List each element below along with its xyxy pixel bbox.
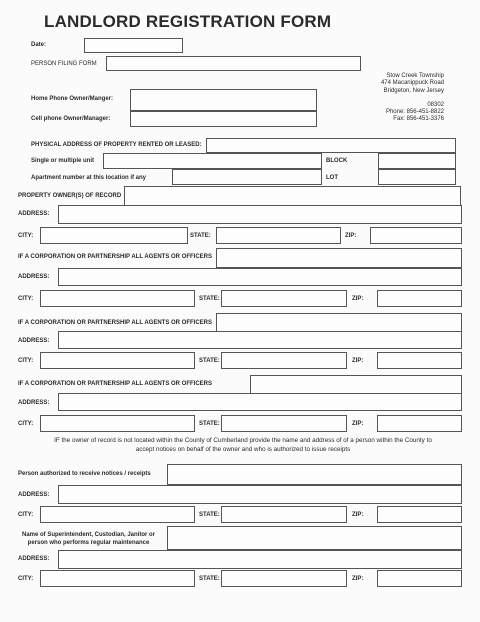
superintendent-city-field[interactable] [40, 570, 195, 587]
superintendent-field[interactable] [167, 526, 462, 550]
corporation-zip-field-2[interactable] [377, 352, 462, 369]
authorized-state-field[interactable] [221, 506, 347, 523]
corporation-address-field-2[interactable] [58, 331, 462, 349]
corporation-field-3[interactable] [250, 375, 462, 395]
corporation-zip-label-3: ZIP: [352, 421, 364, 427]
corporation-city-field-3[interactable] [40, 415, 195, 432]
form-title: LANDLORD REGISTRATION FORM [44, 12, 332, 31]
corporation-address-label-1: ADDRESS: [18, 274, 50, 280]
corporation-zip-field-1[interactable] [377, 290, 462, 307]
owners-label: PROPERTY OWNER(S) OF RECORD [18, 193, 122, 199]
owner-zip-field[interactable] [370, 227, 462, 244]
township-address [381, 73, 444, 124]
owner-city-field[interactable] [40, 227, 188, 244]
superintendent-label [22, 531, 155, 547]
block-field[interactable] [378, 153, 456, 169]
authorized-city-label: CITY: [18, 512, 34, 518]
authorized-zip-label: ZIP: [352, 512, 364, 518]
authorized-person-label: Person authorized to receive notices / receipts [18, 471, 151, 477]
corporation-state-field-2[interactable] [221, 352, 347, 369]
superintendent-label-line-1: Name of Superintendent, Custodian, Janitor or [22, 532, 156, 538]
apartment-field[interactable] [172, 169, 322, 185]
corporation-zip-label-1: ZIP: [352, 296, 364, 302]
superintendent-address-label: ADDRESS: [18, 556, 50, 562]
corporation-city-label-3: CITY: [18, 421, 34, 427]
corporation-zip-label-2: ZIP: [352, 358, 364, 364]
authorized-person-field[interactable] [167, 464, 462, 485]
superintendent-zip-label: ZIP: [352, 576, 364, 582]
owner-state-label: STATE: [190, 233, 211, 239]
superintendent-state-field[interactable] [221, 570, 347, 587]
county-notice-line-2: accept notices on behalf of the owner and who is authorized to issue receipts [135, 446, 351, 453]
home-phone-label: Home Phone Owner/Manger: [31, 96, 114, 102]
owner-state-field[interactable] [216, 227, 341, 244]
owner-city-label: CITY: [18, 233, 34, 239]
authorized-city-field[interactable] [40, 506, 195, 523]
corporation-label-1: IF A CORPORATION OR PARTNERSHIP ALL AGENTS OR OFFICERS [18, 254, 213, 260]
corporation-state-label-2: STATE: [199, 358, 220, 364]
owners-field[interactable] [124, 186, 461, 207]
corporation-state-field-1[interactable] [221, 290, 347, 307]
lot-label: LOT [326, 175, 338, 181]
physical-address-field[interactable] [206, 138, 456, 153]
corporation-label-2: IF A CORPORATION OR PARTNERSHIP ALL AGENTS OR OFFICERS [18, 320, 213, 326]
county-notice-line-1: IF the owner of record is not located within the County of Cumberland provide the name and address of of a person within the County to [54, 437, 432, 444]
owner-zip-label: ZIP: [345, 233, 357, 239]
corporation-field-1[interactable] [216, 248, 462, 268]
corporation-address-field-3[interactable] [58, 393, 462, 411]
owner-address-field[interactable] [58, 205, 462, 224]
corporation-address-field-1[interactable] [58, 268, 462, 286]
cell-phone-field[interactable] [130, 111, 317, 127]
authorized-address-field[interactable] [58, 485, 462, 504]
county-notice [14, 436, 472, 454]
superintendent-label-line-2: person who performs regular maintenance [27, 540, 150, 546]
corporation-state-label-3: STATE: [199, 421, 220, 427]
single-multiple-label: Single or multiple unit [31, 158, 94, 164]
corporation-city-field-1[interactable] [40, 290, 195, 307]
corporation-address-label-2: ADDRESS: [18, 338, 50, 344]
township-city: Bridgeton, New Jersey [383, 87, 444, 94]
superintendent-zip-field[interactable] [377, 570, 462, 587]
date-label: Date: [31, 42, 47, 48]
apartment-label: Apartment number at this location if any [31, 175, 147, 181]
superintendent-address-field[interactable] [58, 550, 462, 569]
date-field[interactable] [84, 38, 183, 53]
single-multiple-field[interactable] [103, 153, 322, 169]
township-name: Stow Creek Township [386, 73, 444, 79]
township-street: 474 Macanippuck Road [380, 80, 444, 87]
corporation-city-label-1: CITY: [18, 296, 34, 302]
township-phone: Phone: 856-451-8822 [385, 109, 444, 116]
person-filing-field[interactable] [106, 56, 361, 71]
home-phone-field[interactable] [130, 89, 317, 111]
township-zip: 08302 [427, 101, 444, 108]
authorized-zip-field[interactable] [377, 506, 462, 523]
corporation-address-label-3: ADDRESS: [18, 400, 50, 406]
superintendent-state-label: STATE: [199, 576, 220, 582]
corporation-city-field-2[interactable] [40, 352, 195, 369]
corporation-label-3: IF A CORPORATION OR PARTNERSHIP ALL AGENTS OR OFFICERS [18, 381, 213, 387]
physical-address-label: PHYSICAL ADDRESS OF PROPERTY RENTED OR LEASED: [31, 142, 202, 148]
authorized-address-label: ADDRESS: [18, 492, 50, 498]
corporation-state-label-1: STATE: [199, 296, 220, 302]
township-fax: Fax: 856-451-3376 [393, 116, 444, 123]
corporation-state-field-3[interactable] [221, 415, 347, 432]
corporation-city-label-2: CITY: [18, 358, 34, 364]
block-label: BLOCK [326, 158, 348, 164]
corporation-field-2[interactable] [216, 313, 462, 333]
superintendent-city-label: CITY: [18, 576, 34, 582]
lot-field[interactable] [378, 169, 456, 185]
person-filing-label: PERSON FILING FORM [31, 61, 97, 67]
owner-address-label: ADDRESS: [18, 211, 50, 217]
corporation-zip-field-3[interactable] [377, 415, 462, 432]
authorized-state-label: STATE: [199, 512, 220, 518]
cell-phone-label: Cell phone Owner/Manager: [31, 116, 111, 122]
